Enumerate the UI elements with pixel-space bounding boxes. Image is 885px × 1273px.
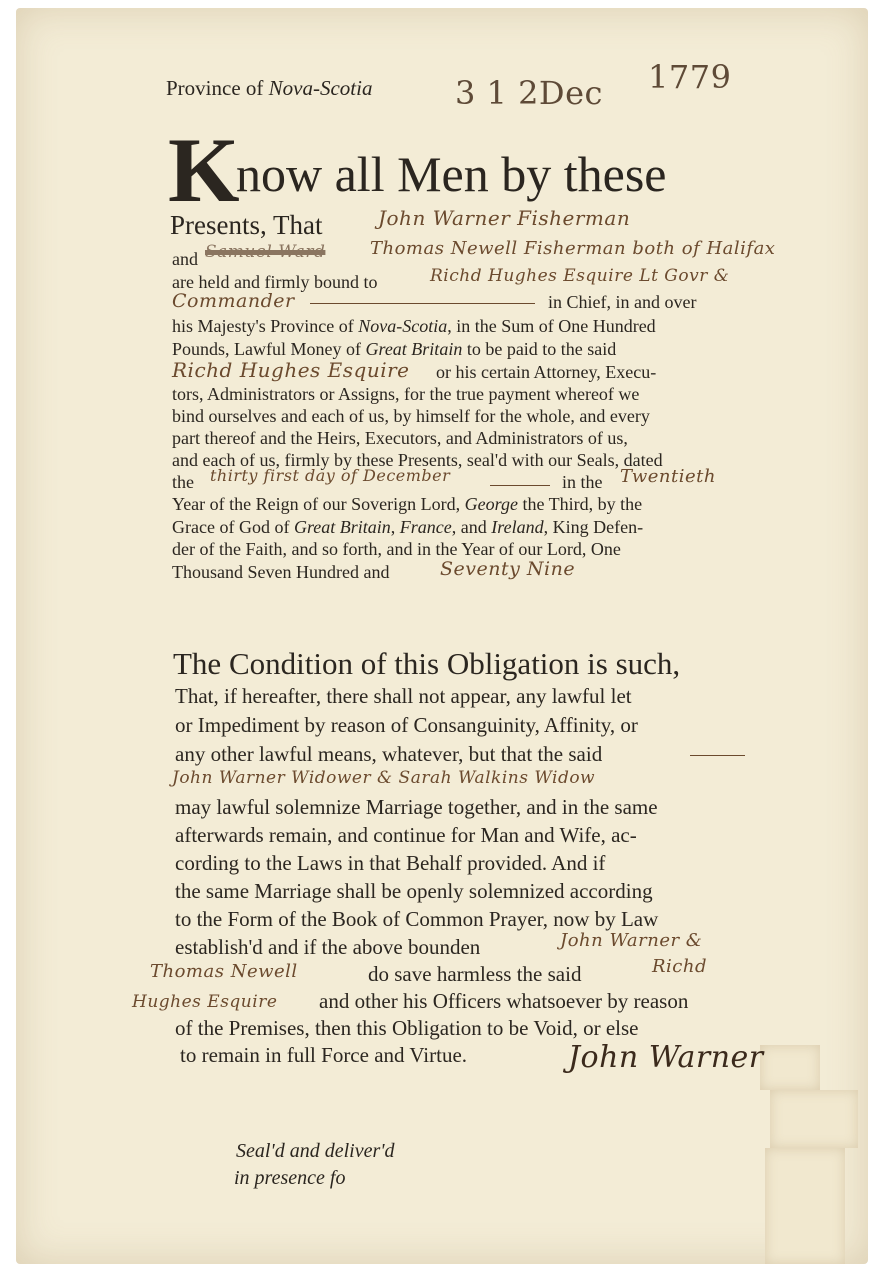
bond-line-14	[172, 517, 643, 538]
drop-cap: K	[168, 119, 240, 221]
year-hand: Seventy Nine	[440, 558, 576, 580]
bond-line-10: part thereof and the Heirs, Executors, and Administrators of us,	[172, 428, 628, 448]
bounden-hand-2: Thomas Newell	[150, 961, 298, 982]
condition-line-3: any other lawful means, whatever, but that the said	[175, 742, 603, 766]
condition-heading: The Condition of this Obligation is such,	[173, 646, 681, 681]
commander-hand: Commander	[172, 290, 295, 312]
blank-rule	[310, 303, 535, 304]
condition-line-5: may lawful solemnize Marriage together, and in the same	[175, 795, 658, 819]
obligee-name: Richd Hughes Esquire Lt Govr &	[430, 266, 730, 286]
line13-a: Year of the Reign of our Soverign Lord,	[172, 494, 465, 514]
line5-b: Nova-Scotia	[358, 316, 448, 336]
line14-c: ,	[390, 517, 400, 537]
bond-line-16: Thousand Seven Hundred and	[172, 562, 390, 582]
bond-line-11: and each of us, firmly by these Presents, seal'd with our Seals, dated	[172, 450, 663, 470]
date-rule	[490, 485, 550, 486]
sealed-line-1: Seal'd and deliver'd	[236, 1140, 395, 1162]
signature: John Warner	[568, 1040, 764, 1075]
sealed-line-2: in presence fo	[234, 1167, 346, 1189]
paper-tab-upper	[760, 1045, 820, 1090]
said-hand: Richd	[652, 956, 708, 977]
condition-line-6: afterwards remain, and continue for Man and Wife, ac-	[175, 823, 637, 847]
in-the-label: in the	[562, 472, 603, 492]
line14-e: , and	[451, 517, 492, 537]
bond-line-5	[172, 316, 656, 337]
condition-line-14: to remain in full Force and Virtue.	[180, 1043, 468, 1067]
handwritten-year: 1779	[648, 58, 732, 96]
line5-a: his Majesty's Province of	[172, 316, 359, 336]
presents-label: Presents, That	[170, 210, 323, 240]
regnal-hand: Twentieth	[620, 466, 716, 487]
condition-line-10: establish'd and if the above bounden	[175, 935, 481, 959]
the-label: the	[172, 472, 194, 492]
surety-name: Thomas Newell Fisherman both of Halifax	[370, 238, 776, 259]
paper-tab-middle	[770, 1090, 858, 1148]
said-rule	[690, 755, 745, 756]
bond-line-6	[172, 339, 616, 360]
line14-a: Grace of God of	[172, 517, 294, 537]
bond-line-9: bind ourselves and each of us, by himself for the whole, and every	[172, 406, 650, 426]
line5-c: , in the Sum of One Hundred	[447, 316, 656, 336]
condition-line-2: or Impediment by reason of Consanguinity, Affinity, or	[175, 713, 638, 737]
line14-f: Ireland	[491, 517, 544, 537]
line6-b: Great Britain	[365, 339, 463, 359]
condition-line-11: do save harmless the said	[368, 962, 582, 986]
line14-d: France	[399, 517, 452, 537]
line14-b: Great Britain	[293, 517, 391, 537]
line14-g: , King Defen-	[543, 517, 644, 537]
bond-title: now all Men by these	[236, 146, 667, 202]
bond-line-8: tors, Administrators or Assigns, for the true payment whereof we	[172, 384, 640, 404]
payee-hand: Richd Hughes Esquire	[172, 358, 410, 382]
condition-line-13: of the Premises, then this Obligation to be Void, or else	[175, 1016, 639, 1040]
line6-a: Pounds, Lawful Money of	[172, 339, 366, 359]
and-label: and	[172, 249, 198, 269]
date-hand: thirty first day of December	[210, 466, 451, 485]
bond-line-15: der of the Faith, and so forth, and in the Year of our Lord, One	[172, 539, 621, 559]
condition-line-7: cording to the Laws in that Behalf provided. And if	[175, 851, 606, 875]
condition-line-12: and other his Officers whatsoever by reason	[319, 989, 689, 1013]
province-name: Nova-Scotia	[268, 76, 373, 100]
line13-b: George	[464, 494, 518, 514]
principal-name: John Warner Fisherman	[378, 206, 631, 230]
condition-line-1: That, if hereafter, there shall not appear, any lawful let	[175, 684, 632, 708]
said-hand-2: Hughes Esquire	[132, 992, 278, 1012]
paper-tab-lower	[765, 1148, 845, 1264]
line6-c: to be paid to the said	[462, 339, 617, 359]
in-chief-text: in Chief, in and over	[548, 292, 697, 312]
bounden-hand: John Warner &	[560, 930, 703, 951]
bond-line-13	[172, 494, 642, 515]
province-heading	[166, 76, 372, 101]
condition-line-9: to the Form of the Book of Common Prayer, now by Law	[175, 907, 659, 931]
handwritten-ref: 3 1 2Dec	[455, 74, 603, 112]
condition-line-8: the same Marriage shall be openly solemnized according	[175, 879, 653, 903]
parties-hand: John Warner Widower & Sarah Walkins Widow	[172, 768, 596, 788]
province-label: Province of	[166, 76, 269, 100]
bond-line-7: or his certain Attorney, Execu-	[436, 362, 657, 382]
bond-line-3: are held and firmly bound to	[172, 272, 378, 292]
line13-c: the Third, by the	[517, 494, 643, 514]
struck-name: Samuel Ward	[205, 242, 326, 262]
